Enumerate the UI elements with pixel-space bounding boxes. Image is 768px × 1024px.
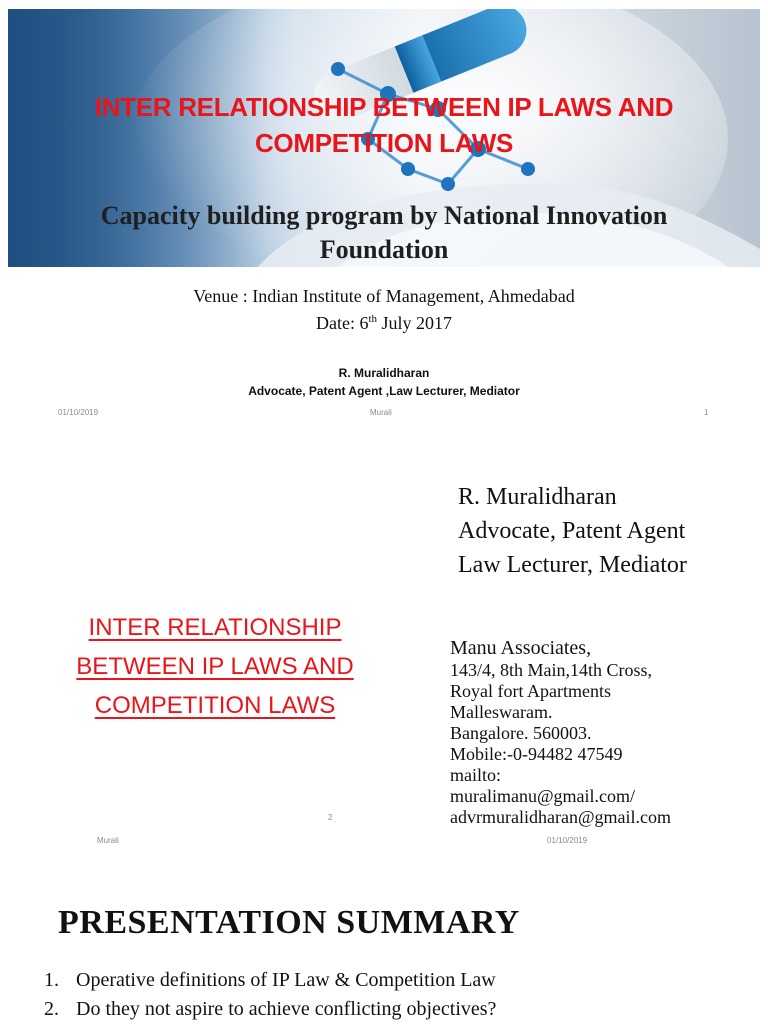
topic-title	[50, 608, 380, 725]
presenter-role-1: Advocate, Patent Agent	[458, 518, 686, 544]
venue-block	[0, 285, 768, 335]
slide-subtitle-line-1: Capacity building program by National Innovation	[100, 201, 668, 230]
email-link[interactable]: advrmuralidharan@gmail.com	[450, 807, 672, 827]
author-name: R. Muralidharan	[338, 366, 430, 380]
slide-title	[8, 89, 760, 161]
topic-title-line-1: INTER RELATIONSHIP	[88, 614, 342, 641]
author-roles: Advocate, Patent Agent ,Law Lecturer, Mediator	[248, 384, 520, 398]
list-item-number: 1.	[44, 969, 59, 991]
venue-text: Venue : Indian Institute of Management, Ahmedabad	[193, 286, 575, 306]
date-text	[0, 308, 768, 335]
summary-heading: PRESENTATION SUMMARY	[58, 904, 520, 941]
title-banner	[8, 9, 760, 267]
slide-subtitle-line-2: Foundation	[319, 235, 449, 264]
list-item	[44, 966, 496, 995]
mobile-number: Mobile:-0-94482 47549	[450, 744, 623, 764]
contact-block	[450, 636, 671, 828]
topic-title-line-3: COMPETITION LAWS	[94, 692, 336, 719]
list-item-text: Operative definitions of IP Law & Competition Law	[76, 969, 496, 991]
topic-title-line-2: BETWEEN IP LAWS AND	[76, 653, 354, 680]
address-line: 143/4, 8th Main,14th Cross,	[450, 660, 653, 680]
footer-date: 01/10/2019	[58, 408, 99, 417]
presenter-name: R. Muralidharan	[458, 484, 617, 510]
date-superscript: th	[368, 313, 378, 325]
date-prefix: Date: 6	[315, 313, 369, 333]
list-item-text: Do they not aspire to achieve conflicting objectives?	[76, 998, 497, 1020]
footer-page-number: 1	[704, 408, 709, 417]
address-line: Bangalore. 560003.	[450, 723, 592, 743]
summary-list	[44, 966, 496, 1024]
slide-1	[0, 0, 768, 430]
address-line: Malleswaram.	[450, 702, 553, 722]
footer-date: 01/10/2019	[547, 836, 588, 845]
email-link[interactable]: muralimanu@gmail.com/	[450, 786, 636, 806]
slide-2	[0, 440, 768, 860]
footer-page-number: 2	[328, 813, 333, 822]
list-item-number: 2.	[44, 998, 59, 1020]
firm-name: Manu Associates,	[450, 637, 592, 659]
slide-3	[0, 870, 768, 1024]
author-block	[0, 364, 768, 400]
mailto-label: mailto:	[450, 765, 501, 785]
presenter-block	[458, 480, 687, 582]
date-suffix: July 2017	[377, 313, 453, 333]
footer-name: Murali	[97, 836, 119, 845]
presenter-role-2: Law Lecturer, Mediator	[458, 552, 687, 578]
list-item	[44, 995, 496, 1024]
slide-title-line-2: COMPETITION LAWS	[254, 128, 514, 158]
slide-title-line-1: INTER RELATIONSHIP BETWEEN IP LAWS AND	[94, 92, 674, 122]
footer-name: Murali	[370, 408, 392, 417]
address-line: Royal fort Apartments	[450, 681, 611, 701]
slide-subtitle	[8, 199, 760, 267]
